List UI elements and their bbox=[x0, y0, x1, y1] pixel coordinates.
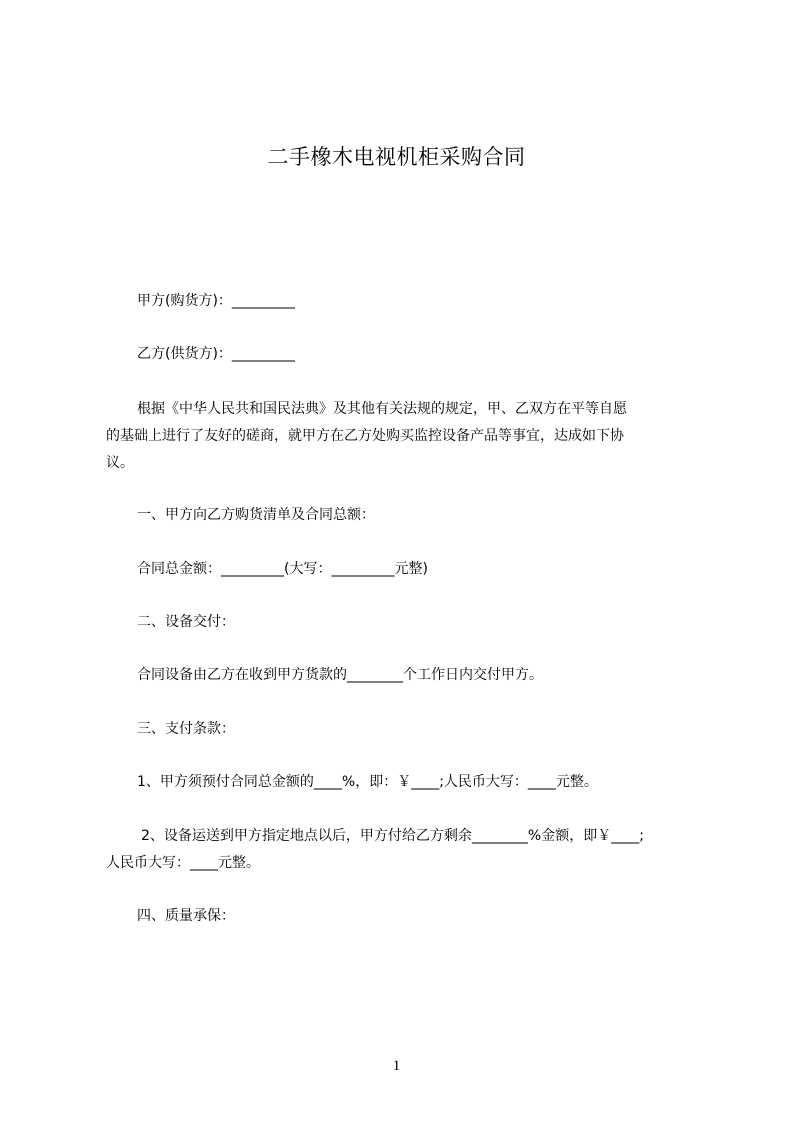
section-1-heading: 一、甲方向乙方购货清单及合同总额： bbox=[137, 507, 375, 523]
section-3-heading: 三、支付条款： bbox=[137, 721, 235, 737]
section-4-heading: 四、质量承保： bbox=[137, 908, 235, 924]
preamble-line-1: 根据《中华人民共和国民法典》及其他有关法规的规定，甲、乙双方在平等自愿 bbox=[137, 401, 627, 417]
party-b-line: 乙方(供货方)：_________ bbox=[137, 346, 295, 362]
section-3-item-2-line-1: 2、设备运送到甲方指定地点以后，甲方付给乙方剩余________%金额，即￥____; bbox=[141, 828, 644, 844]
page-number: 1 bbox=[392, 1058, 401, 1074]
section-1-amount: 合同总金额：_________(大写：_________元整) bbox=[137, 561, 428, 577]
preamble-line-2: 的基础上进行了友好的磋商，就甲方在乙方处购买监控设备产品等事宜，达成如下协 bbox=[106, 428, 624, 444]
section-2-text: 合同设备由乙方在收到甲方货款的________个工作日内交付甲方。 bbox=[137, 667, 543, 683]
section-3-item-2-line-2: 人民币大写：____元整。 bbox=[106, 855, 260, 871]
section-3-item-1: 1、甲方须预付合同总金额的____%，即：￥____;人民币大写：____元整。 bbox=[137, 774, 598, 790]
section-2-heading: 二、设备交付： bbox=[137, 614, 235, 630]
preamble-line-3: 议。 bbox=[106, 455, 134, 471]
document-title: 二手橡木电视机柜采购合同 bbox=[267, 145, 526, 169]
party-a-line: 甲方(购货方)：_________ bbox=[137, 293, 295, 309]
